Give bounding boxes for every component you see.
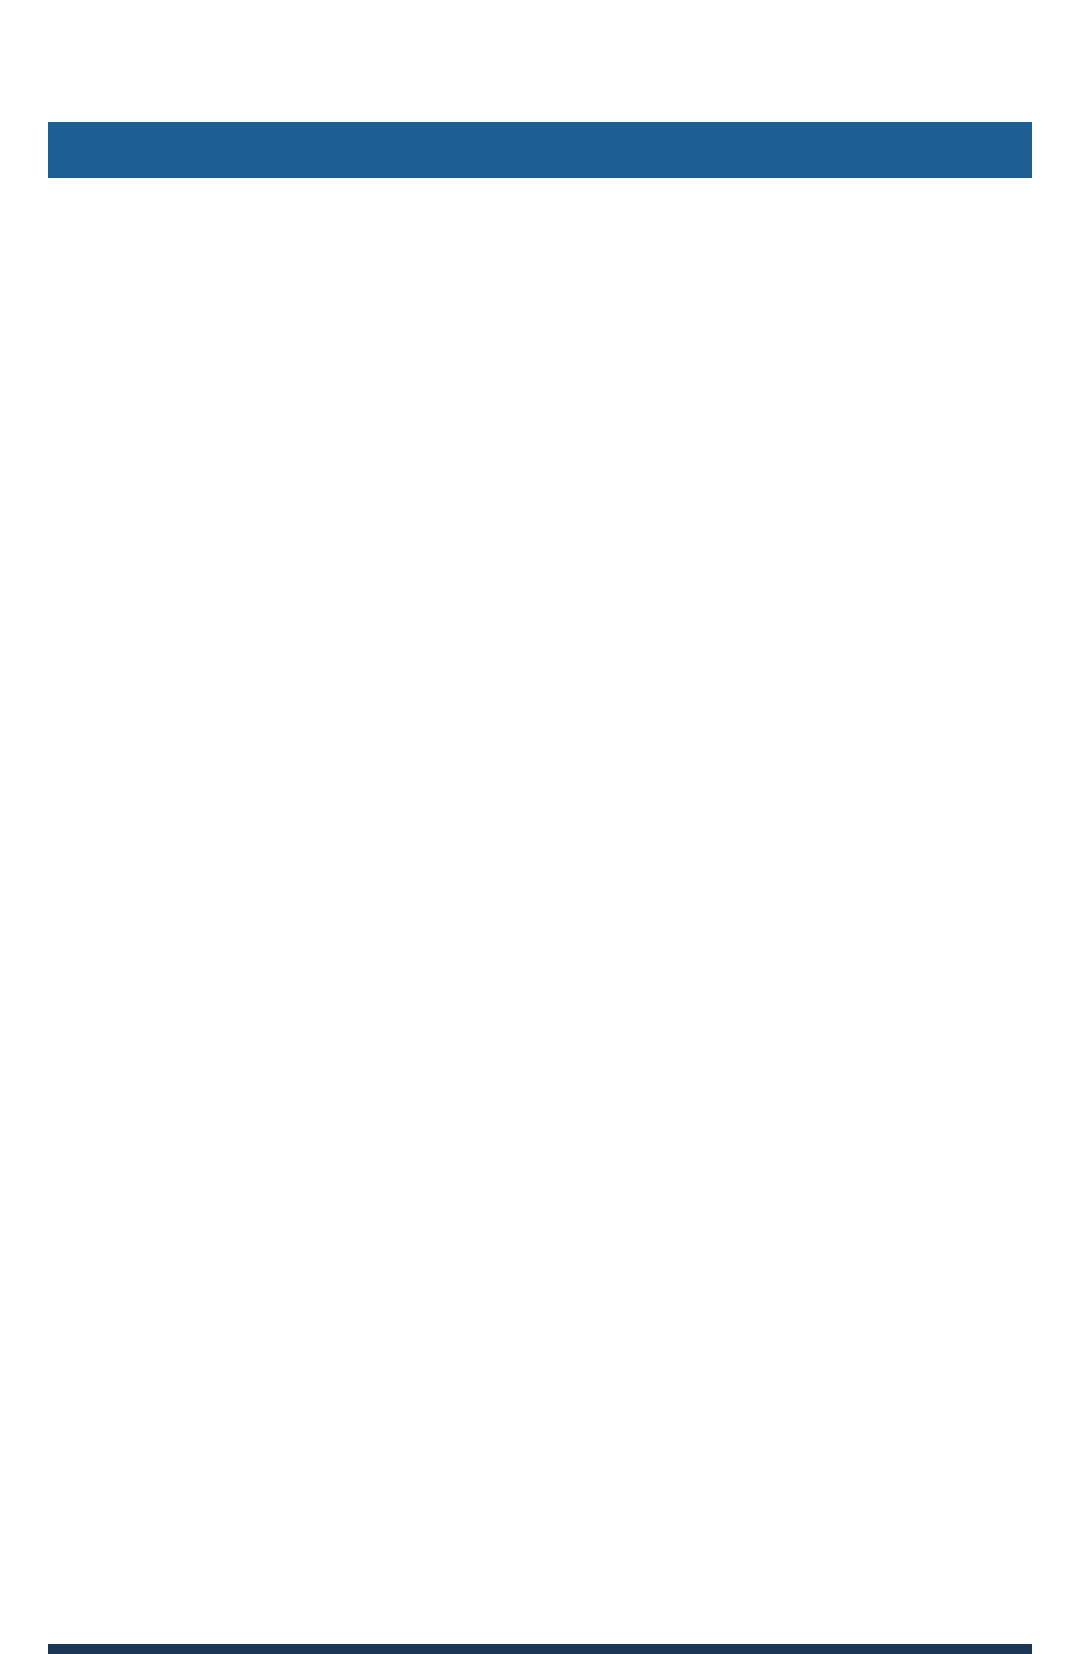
header-level-2020 [664, 122, 836, 178]
header-rank-2024 [524, 122, 664, 178]
bottom-bar [48, 1644, 1032, 1654]
header-seq [160, 122, 254, 178]
city-ranking-table [48, 122, 1032, 178]
header-city [254, 122, 384, 178]
table-header [48, 122, 1032, 178]
header-tier [48, 122, 160, 178]
header-level-2024 [384, 122, 534, 178]
